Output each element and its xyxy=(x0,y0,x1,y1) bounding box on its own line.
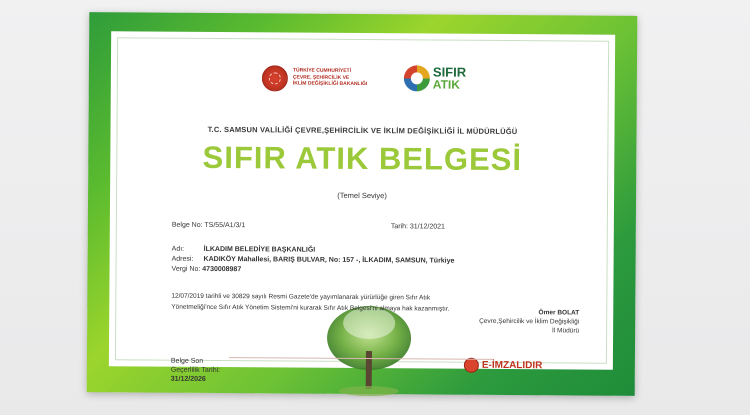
holder-info xyxy=(172,245,455,277)
document-number: Belge No: TS/55/A1/3/1 xyxy=(171,221,246,230)
e-signature-text: E-İMZALIDIR xyxy=(481,359,543,372)
body-line-2: Yönetmeliği'nce Sıfır Atık Yönetim Sistemi'ni kurarak Sıfır Atık Belgesi'ni almaya hak kazanmıştır. xyxy=(171,303,450,313)
signatory-title-2: İl Müdürü xyxy=(551,327,580,335)
signatory xyxy=(409,307,579,335)
ministry-line-1: TÜRKİYE CUMHURİYETİ xyxy=(292,67,352,74)
holder-address-label: Adresi: xyxy=(171,255,194,263)
ministry-line-3: İKLİM DEĞİŞİKLİĞİ BAKANLIĞI xyxy=(292,80,368,88)
zero-waste-logo-icon xyxy=(404,65,430,91)
issuing-office: T.C. SAMSUN VALİLİĞİ ÇEVRE,ŞEHİRCİLİK VE İKLİM DEĞİŞİKLİĞİ İL MÜDÜRLÜĞÜ xyxy=(207,124,518,137)
tree-illustration-icon xyxy=(319,303,420,397)
validity xyxy=(171,357,220,384)
certificate-inner xyxy=(109,31,615,383)
certificate xyxy=(87,12,638,396)
validity-date: 31/12/2026 xyxy=(170,375,206,383)
brand-sifir: SIFIR xyxy=(432,64,467,80)
signatory-title-1: Çevre,Şehircilik ve İklim Değişikliği xyxy=(479,317,580,326)
validity-label-1: Belge Son xyxy=(170,357,204,365)
ministry-name xyxy=(293,68,393,88)
signatory-name: Ömer BOLAT xyxy=(538,309,580,317)
ministry-emblem-icon xyxy=(262,65,288,91)
holder-tax: 4730008987 xyxy=(202,265,242,274)
holder-tax-row xyxy=(172,265,455,277)
brand-atik: ATIK xyxy=(432,77,460,92)
holder-tax-label: Vergi No: xyxy=(171,265,201,273)
holder-name: İLKADIM BELEDİYE BAŞKANLIĞI xyxy=(203,245,316,254)
validity-label-2: Geçerlilik Tarihi: xyxy=(170,366,221,375)
body-line-1: 12/07/2019 tarihli ve 30829 sayılı Resmi Gazete'de yayımlanarak yürürlüğe giren Sıfır Atık xyxy=(171,292,431,302)
certificate-title: SIFIR ATIK BELGESİ xyxy=(202,139,523,178)
ministry-line-2: ÇEVRE, ŞEHİRCİLİK VE xyxy=(292,74,350,81)
certificate-level: (Temel Seviye) xyxy=(337,190,387,201)
holder-name-label: Adı: xyxy=(171,245,185,253)
holder-address: KADIKÖY Mahallesi, BARIŞ BULVAR, No: 157 -, İLKADIM, SAMSUN, Türkiye xyxy=(203,255,455,265)
document-date: Tarih: 31/12/2021 xyxy=(390,223,445,231)
